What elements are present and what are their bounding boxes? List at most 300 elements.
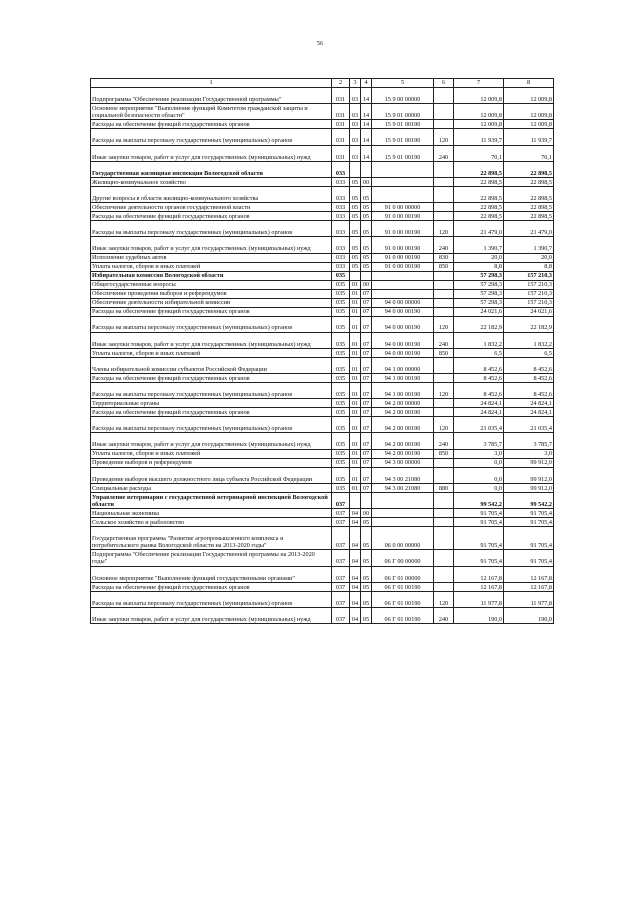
table-row (91, 186, 554, 202)
section-code: 01 (350, 332, 361, 348)
target-article-code: 06 Г 01 00190 (372, 591, 434, 607)
section-code: 05 (350, 237, 361, 253)
amount-col-7: 1 832,2 (454, 332, 504, 348)
admin-code: 035 (332, 483, 350, 492)
row-name: Обеспечение деятельности органов государственной власти (91, 203, 332, 212)
subsection-code: 05 (361, 582, 372, 591)
expense-type-code (434, 408, 454, 417)
table-row (91, 203, 554, 212)
amount-col-8: 99 912,0 (504, 483, 554, 492)
amount-col-8: 157 210,3 (504, 289, 554, 298)
target-article-code: 94 0 00 00000 (372, 298, 434, 307)
section-code: 04 (350, 607, 361, 623)
header-col-2: 2 (332, 79, 350, 88)
expense-type-code: 120 (434, 591, 454, 607)
admin-code: 037 (332, 591, 350, 607)
subsection-code: 14 (361, 88, 372, 104)
row-name: Расходы на выплаты персоналу государственных (муниципальных) органов (91, 221, 332, 237)
section-code: 05 (350, 262, 361, 271)
subsection-code: 07 (361, 433, 372, 449)
target-article-code: 06 Г 00 00000 (372, 550, 434, 566)
row-name: Обеспечение деятельности избирательной комиссии (91, 298, 332, 307)
target-article-code: 94 2 00 00190 (372, 433, 434, 449)
row-name: Расходы на обеспечение функций государственных органов (91, 582, 332, 591)
section-code: 01 (350, 458, 361, 467)
row-name: Расходы на обеспечение функций государственных органов (91, 374, 332, 383)
section-code: 03 (350, 88, 361, 104)
section-code: 03 (350, 129, 361, 145)
amount-col-7: 99 542,2 (454, 492, 504, 508)
row-name: Иные закупки товаров, работ и услуг для государственных (муниципальных) нужд (91, 433, 332, 449)
amount-col-7: 3 785,7 (454, 433, 504, 449)
target-article-code: 06 0 00 00000 (372, 527, 434, 550)
subsection-code: 07 (361, 483, 372, 492)
amount-col-7: 12 009,8 (454, 120, 504, 129)
target-article-code (372, 280, 434, 289)
admin-code: 035 (332, 307, 350, 316)
target-article-code: 94 2 00 00000 (372, 399, 434, 408)
row-name: Члены избирательной комиссии субъектов Российской Федерации (91, 357, 332, 373)
amount-col-8: 22 898,5 (504, 212, 554, 221)
target-article-code: 94 0 00 00190 (372, 316, 434, 332)
target-article-code: 94 0 00 00190 (372, 332, 434, 348)
admin-code: 033 (332, 186, 350, 202)
section-code: 05 (350, 212, 361, 221)
admin-code: 035 (332, 458, 350, 467)
expense-type-code: 120 (434, 129, 454, 145)
section-code: 04 (350, 550, 361, 566)
admin-code: 035 (332, 357, 350, 373)
row-name: Территориальные органы (91, 399, 332, 408)
target-article-code (372, 161, 434, 177)
expense-type-code (434, 298, 454, 307)
target-article-code (372, 509, 434, 518)
section-code: 01 (350, 289, 361, 298)
section-code: 05 (350, 177, 361, 186)
row-name: Расходы на обеспечение функций государственных органов (91, 120, 332, 129)
target-article-code: 15 9 00 00000 (372, 88, 434, 104)
target-article-code: 94 2 00 00190 (372, 449, 434, 458)
subsection-code: 05 (361, 566, 372, 582)
expense-type-code: 240 (434, 433, 454, 449)
amount-col-7: 24 824,1 (454, 399, 504, 408)
admin-code: 033 (332, 253, 350, 262)
row-name: Исполнение судебных актов (91, 253, 332, 262)
expense-type-code (434, 307, 454, 316)
target-article-code: 91 0 00 00190 (372, 253, 434, 262)
amount-col-8: 70,1 (504, 145, 554, 161)
target-article-code: 94 0 00 00190 (372, 348, 434, 357)
target-article-code: 91 0 00 00190 (372, 221, 434, 237)
table-row (91, 566, 554, 582)
amount-col-8: 6,5 (504, 348, 554, 357)
table-row (91, 509, 554, 518)
table-row (91, 237, 554, 253)
subsection-code (361, 161, 372, 177)
table-row (91, 161, 554, 177)
subsection-code: 05 (361, 237, 372, 253)
row-name: Расходы на выплаты персоналу государственных (муниципальных) органов (91, 591, 332, 607)
amount-col-8: 22 182,9 (504, 316, 554, 332)
section-code: 01 (350, 280, 361, 289)
subsection-code: 05 (361, 253, 372, 262)
expense-type-code (434, 458, 454, 467)
section-code: 05 (350, 221, 361, 237)
amount-col-7: 0,0 (454, 467, 504, 483)
subsection-code: 07 (361, 332, 372, 348)
subsection-code: 05 (361, 607, 372, 623)
admin-code: 035 (332, 316, 350, 332)
amount-col-7: 24 824,1 (454, 408, 504, 417)
table-row (91, 408, 554, 417)
table-row (91, 607, 554, 623)
section-code: 01 (350, 298, 361, 307)
expense-type-code (434, 88, 454, 104)
subsection-code: 00 (361, 280, 372, 289)
amount-col-7: 12 009,8 (454, 88, 504, 104)
subsection-code: 07 (361, 374, 372, 383)
row-name: Обеспечение проведения выборов и референдумов (91, 289, 332, 298)
row-name: Иные закупки товаров, работ и услуг для государственных (муниципальных) нужд (91, 332, 332, 348)
amount-col-7: 190,0 (454, 607, 504, 623)
section-code: 01 (350, 307, 361, 316)
admin-code: 033 (332, 161, 350, 177)
table-row (91, 307, 554, 316)
target-article-code: 91 0 00 00190 (372, 262, 434, 271)
admin-code: 037 (332, 527, 350, 550)
admin-code: 037 (332, 566, 350, 582)
target-article-code: 94 2 00 00190 (372, 417, 434, 433)
expense-type-code (434, 467, 454, 483)
section-code: 01 (350, 449, 361, 458)
admin-code: 037 (332, 607, 350, 623)
amount-col-8: 91 705,4 (504, 509, 554, 518)
expense-type-code: 850 (434, 449, 454, 458)
amount-col-8: 99 912,0 (504, 458, 554, 467)
admin-code: 035 (332, 348, 350, 357)
amount-col-7: 21 479,0 (454, 221, 504, 237)
subsection-code: 07 (361, 307, 372, 316)
section-code: 01 (350, 374, 361, 383)
admin-code: 037 (332, 518, 350, 527)
amount-col-8: 24 824,1 (504, 399, 554, 408)
amount-col-8: 11 977,8 (504, 591, 554, 607)
expense-type-code (434, 374, 454, 383)
row-name: Расходы на выплаты персоналу государственных (муниципальных) органов (91, 417, 332, 433)
amount-col-7: 91 705,4 (454, 527, 504, 550)
amount-col-8: 8 452,6 (504, 374, 554, 383)
amount-col-8: 21 479,0 (504, 221, 554, 237)
table-row (91, 104, 554, 120)
row-name: Основное мероприятие "Выполнение функций Комитетом гражданской защиты и социальной безопасности области" (91, 104, 332, 120)
table-row (91, 348, 554, 357)
header-col-1: 1 (91, 79, 332, 88)
header-col-4: 4 (361, 79, 372, 88)
amount-col-7: 0,0 (454, 458, 504, 467)
amount-col-7: 57 298,3 (454, 298, 504, 307)
row-name: Уплата налогов, сборов и иных платежей (91, 348, 332, 357)
expense-type-code: 240 (434, 607, 454, 623)
section-code: 04 (350, 509, 361, 518)
expense-type-code (434, 186, 454, 202)
target-article-code: 91 0 00 00190 (372, 212, 434, 221)
table-row (91, 518, 554, 527)
amount-col-7: 70,1 (454, 145, 504, 161)
row-name: Расходы на выплаты персоналу государственных (муниципальных) органов (91, 129, 332, 145)
section-code: 01 (350, 383, 361, 399)
expense-type-code (434, 357, 454, 373)
subsection-code: 07 (361, 467, 372, 483)
section-code: 01 (350, 316, 361, 332)
expense-type-code (434, 104, 454, 120)
subsection-code: 07 (361, 357, 372, 373)
amount-col-7: 57 298,3 (454, 289, 504, 298)
row-name: Подпрограмма "Обеспечение реализации Государственной программы на 2013-2020 годы" (91, 550, 332, 566)
target-article-code: 15 9 01 00000 (372, 104, 434, 120)
subsection-code: 05 (361, 591, 372, 607)
table-row (91, 527, 554, 550)
amount-col-8: 8 452,6 (504, 383, 554, 399)
table-row (91, 212, 554, 221)
amount-col-8: 24 824,1 (504, 408, 554, 417)
expense-type-code: 120 (434, 417, 454, 433)
section-code: 04 (350, 582, 361, 591)
section-code: 04 (350, 518, 361, 527)
subsection-code: 07 (361, 298, 372, 307)
table-row (91, 88, 554, 104)
section-code: 04 (350, 591, 361, 607)
section-code: 05 (350, 203, 361, 212)
amount-col-8: 1 832,2 (504, 332, 554, 348)
table-row (91, 221, 554, 237)
table-row (91, 120, 554, 129)
table-row (91, 316, 554, 332)
target-article-code: 94 1 00 00000 (372, 357, 434, 373)
subsection-code: 00 (361, 509, 372, 518)
target-article-code: 15 9 01 00190 (372, 145, 434, 161)
table-row (91, 374, 554, 383)
subsection-code: 05 (361, 212, 372, 221)
admin-code: 033 (332, 262, 350, 271)
table-row (91, 271, 554, 280)
target-article-code: 94 2 00 00190 (372, 408, 434, 417)
table-body (91, 88, 554, 624)
admin-code: 031 (332, 129, 350, 145)
target-article-code: 94 3 00 21080 (372, 467, 434, 483)
amount-col-7: 20,0 (454, 253, 504, 262)
subsection-code: 05 (361, 203, 372, 212)
section-code: 05 (350, 253, 361, 262)
amount-col-7: 91 705,4 (454, 550, 504, 566)
row-name: Основное мероприятие "Выполнение функций государственными органами" (91, 566, 332, 582)
admin-code: 035 (332, 298, 350, 307)
admin-code: 037 (332, 509, 350, 518)
amount-col-7: 57 298,3 (454, 280, 504, 289)
section-code: 04 (350, 566, 361, 582)
admin-code: 035 (332, 467, 350, 483)
expense-type-code (434, 120, 454, 129)
admin-code: 035 (332, 399, 350, 408)
table-row (91, 433, 554, 449)
table-row (91, 262, 554, 271)
amount-col-8: 12 009,8 (504, 120, 554, 129)
amount-col-7: 12 009,8 (454, 104, 504, 120)
amount-col-7: 22 898,5 (454, 177, 504, 186)
header-col-5: 5 (372, 79, 434, 88)
amount-col-8: 20,0 (504, 253, 554, 262)
target-article-code: 15 9 01 00190 (372, 129, 434, 145)
header-row (91, 79, 554, 88)
table-row (91, 298, 554, 307)
row-name: Подпрограмма "Обеспечение реализации Государственной программы" (91, 88, 332, 104)
section-code: 01 (350, 467, 361, 483)
table-row (91, 399, 554, 408)
row-name: Управление ветеринарии с государственной ветеринарной инспекцией Вологодской области (91, 492, 332, 508)
table-row (91, 550, 554, 566)
target-article-code: 06 Г 01 00190 (372, 582, 434, 591)
table-row (91, 177, 554, 186)
amount-col-7: 3,0 (454, 449, 504, 458)
amount-col-7: 24 021,6 (454, 307, 504, 316)
target-article-code (372, 289, 434, 298)
amount-col-7: 11 977,8 (454, 591, 504, 607)
header-col-7: 7 (454, 79, 504, 88)
expense-type-code (434, 161, 454, 177)
row-name: Проведение выборов и референдумов (91, 458, 332, 467)
subsection-code: 14 (361, 129, 372, 145)
subsection-code: 07 (361, 289, 372, 298)
budget-table (90, 78, 554, 624)
row-name: Государственная жилищная инспекция Вологодской области (91, 161, 332, 177)
expense-type-code: 850 (434, 348, 454, 357)
amount-col-7: 0,0 (454, 483, 504, 492)
table-row (91, 332, 554, 348)
amount-col-7: 22 898,5 (454, 186, 504, 202)
amount-col-8: 91 705,4 (504, 550, 554, 566)
row-name: Избирательная комиссия Вологодской области (91, 271, 332, 280)
table-row (91, 417, 554, 433)
row-name: Расходы на выплаты персоналу государственных (муниципальных) органов (91, 316, 332, 332)
amount-col-8: 157 210,3 (504, 298, 554, 307)
expense-type-code: 120 (434, 383, 454, 399)
subsection-code: 05 (361, 518, 372, 527)
amount-col-7: 22 182,9 (454, 316, 504, 332)
header-col-8: 8 (504, 79, 554, 88)
subsection-code: 07 (361, 383, 372, 399)
subsection-code: 14 (361, 145, 372, 161)
table-row (91, 253, 554, 262)
section-code: 03 (350, 145, 361, 161)
admin-code: 035 (332, 374, 350, 383)
admin-code: 037 (332, 550, 350, 566)
admin-code: 037 (332, 492, 350, 508)
expense-type-code: 830 (434, 253, 454, 262)
admin-code: 035 (332, 433, 350, 449)
amount-col-8: 157 210,3 (504, 280, 554, 289)
subsection-code: 05 (361, 527, 372, 550)
row-name: Уплата налогов, сборов и иных платежей (91, 262, 332, 271)
amount-col-8: 22 898,5 (504, 177, 554, 186)
amount-col-8: 24 021,6 (504, 307, 554, 316)
row-name: Расходы на обеспечение функций государственных органов (91, 212, 332, 221)
row-name: Расходы на выплаты персоналу государственных (муниципальных) органов (91, 383, 332, 399)
table-row (91, 467, 554, 483)
amount-col-8: 3 785,7 (504, 433, 554, 449)
subsection-code (361, 271, 372, 280)
target-article-code: 91 0 00 00190 (372, 237, 434, 253)
admin-code: 035 (332, 449, 350, 458)
row-name: Национальная экономика (91, 509, 332, 518)
amount-col-7: 6,5 (454, 348, 504, 357)
row-name: Уплата налогов, сборов и иных платежей (91, 449, 332, 458)
header-col-3: 3 (350, 79, 361, 88)
table-row (91, 483, 554, 492)
amount-col-7: 11 939,7 (454, 129, 504, 145)
row-name: Государственная программа "Развитие агропромышленного комплекса и потребительского рынка Вологодской области на 2013-2020 годы" (91, 527, 332, 550)
target-article-code: 94 3 00 21080 (372, 483, 434, 492)
expense-type-code: 240 (434, 332, 454, 348)
subsection-code: 07 (361, 348, 372, 357)
amount-col-8: 21 035,4 (504, 417, 554, 433)
target-article-code: 06 Г 01 00190 (372, 607, 434, 623)
amount-col-8: 190,0 (504, 607, 554, 623)
amount-col-8: 91 705,4 (504, 518, 554, 527)
amount-col-7: 1 390,7 (454, 237, 504, 253)
subsection-code (361, 492, 372, 508)
row-name: Другие вопросы в области жилищно-коммунального хозяйства (91, 186, 332, 202)
amount-col-7: 57 298,3 (454, 271, 504, 280)
section-code: 04 (350, 527, 361, 550)
table-row (91, 383, 554, 399)
amount-col-7: 8 452,6 (454, 357, 504, 373)
row-name: Расходы на обеспечение функций государственных органов (91, 408, 332, 417)
amount-col-7: 22 898,5 (454, 161, 504, 177)
admin-code: 031 (332, 120, 350, 129)
subsection-code: 05 (361, 186, 372, 202)
subsection-code: 14 (361, 120, 372, 129)
expense-type-code (434, 203, 454, 212)
row-name: Специальные расходы (91, 483, 332, 492)
subsection-code: 07 (361, 316, 372, 332)
subsection-code: 05 (361, 550, 372, 566)
amount-col-7: 12 167,8 (454, 566, 504, 582)
admin-code: 035 (332, 408, 350, 417)
target-article-code (372, 492, 434, 508)
row-name: Проведение выборов высшего должностного лица субъекта Российской Федерации (91, 467, 332, 483)
row-name: Общегосударственные вопросы (91, 280, 332, 289)
section-code: 01 (350, 433, 361, 449)
amount-col-7: 91 705,4 (454, 509, 504, 518)
expense-type-code: 240 (434, 237, 454, 253)
target-article-code: 91 0 00 00000 (372, 203, 434, 212)
target-article-code (372, 271, 434, 280)
subsection-code: 00 (361, 177, 372, 186)
expense-type-code (434, 582, 454, 591)
subsection-code: 07 (361, 417, 372, 433)
section-code: 01 (350, 483, 361, 492)
target-article-code (372, 186, 434, 202)
expense-type-code (434, 177, 454, 186)
section-code: 01 (350, 408, 361, 417)
subsection-code: 05 (361, 221, 372, 237)
amount-col-7: 21 035,4 (454, 417, 504, 433)
amount-col-8: 157 210,3 (504, 271, 554, 280)
section-code: 01 (350, 399, 361, 408)
section-code: 01 (350, 357, 361, 373)
subsection-code: 07 (361, 449, 372, 458)
subsection-code: 07 (361, 458, 372, 467)
expense-type-code: 850 (434, 262, 454, 271)
